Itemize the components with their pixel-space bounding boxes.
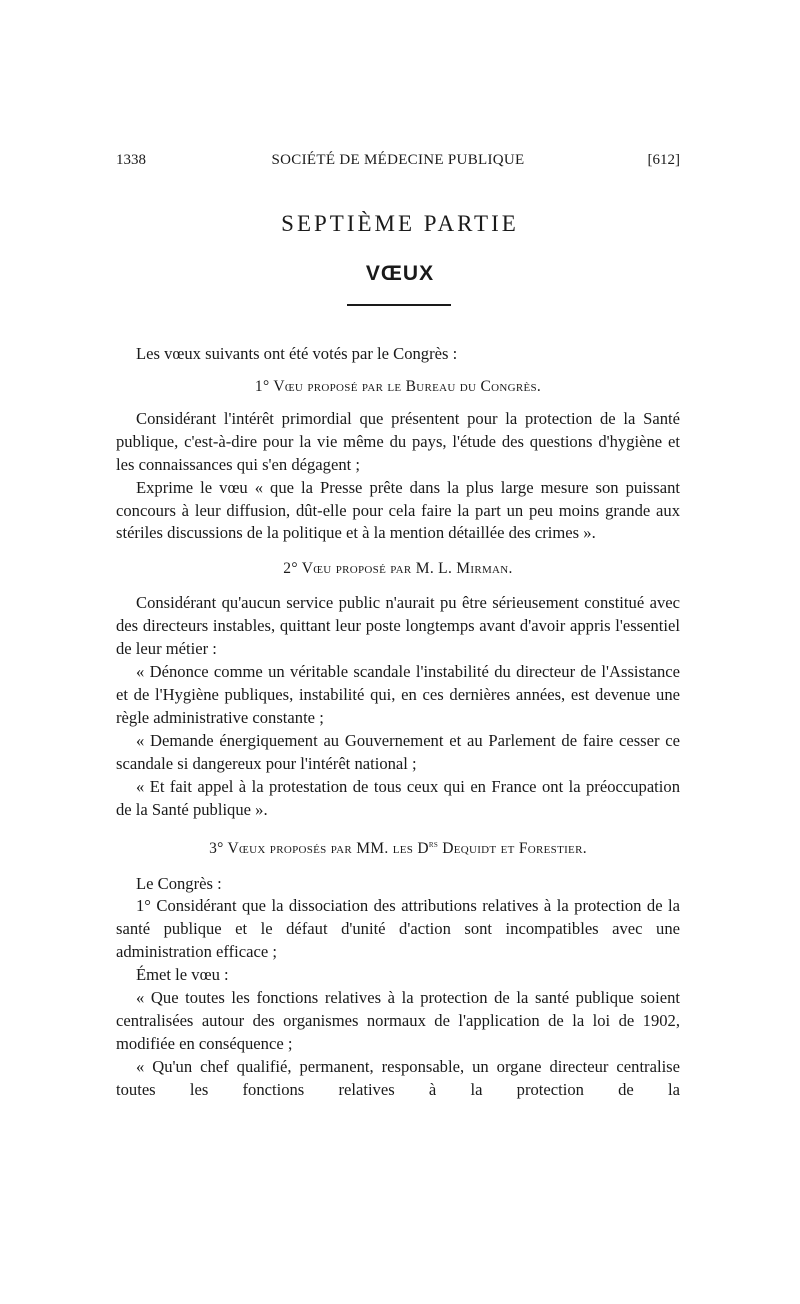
running-header: [116, 150, 680, 170]
voeu-3-paragraph-2: 1° Considérant que la dissociation des attributions relatives à la protection de la santé publique et le défaut d'unité d'action sont incompatibles avec une administration efficace ;: [116, 896, 680, 962]
voeu-2-paragraph-3: « Demande énergiquement au Gouvernement et au Parlement de faire cesser ce scandale si dangereux pour l'intérêt national ;: [116, 730, 680, 773]
voeu-2-heading: 2° Vœu proposé par M. L. Mirman.: [283, 560, 513, 578]
voeu-1-paragraph-2: Exprime le vœu « que la Presse prête dans la plus large mesure son puissant concours à leur diffusion, dût-elle pour cela faire la part un peu moins grande aux stériles discussions de la politique et à la mention détaillée des crimes ».: [116, 477, 680, 543]
voeu-3-heading-pre: 3° Vœux proposés par MM. les D: [209, 840, 429, 858]
title-rule: [347, 304, 451, 306]
body-text: [116, 343, 680, 1102]
voeu-2-paragraph-1: Considérant qu'aucun service public n'aurait pu être sérieusement constitué avec des directeurs instables, quittant leur poste longtemps avant d'avoir appris l'essentiel de leur métier :: [116, 593, 680, 659]
voeu-2-paragraph-2: « Dénonce comme un véritable scandale l'instabilité du directeur de l'Assistance et de l'Hygiène publiques, instabilité qui, en ces dernières années, est devenue une règle administrative constante ;: [116, 662, 680, 727]
voeu-1-paragraph-1: Considérant l'intérêt primordial que présentent pour la protection de la Santé publique, c'est-à-dire pour la vie même du pays, l'étude des questions d'hygiène et les connaissances qui s'en dégagent ;: [116, 408, 680, 474]
voeu-2-paragraph-4: « Et fait appel à la protestation de tous ceux qui en France ont la préoccupation de la Santé publique ».: [116, 776, 680, 819]
voeu-1-heading: 1° Vœu proposé par le Bureau du Congrès.: [254, 377, 542, 395]
section-title: VŒUX: [365, 262, 435, 285]
voeu-3-paragraph-5: « Qu'un chef qualifié, permanent, responsable, un organe directeur centralise toutes les fonctions relatives à la protection de la: [116, 1056, 680, 1099]
voeu-3-heading-post: Dequidt et Forestier.: [438, 840, 587, 858]
voeu-3-heading: [116, 834, 680, 860]
intro-paragraph: Les vœux suivants ont été votés par le Congrès :: [136, 344, 458, 363]
voeu-3-heading-sup: rs: [428, 839, 439, 851]
page-reference: [612]: [647, 152, 680, 168]
running-title: SOCIÉTÉ DE MÉDECINE PUBLIQUE: [271, 152, 525, 168]
page-number: 1338: [116, 152, 146, 168]
voeu-3-paragraph-4: « Que toutes les fonctions relatives à la protection de la santé publique soient centralisées autour des organismes normaux de l'application de la loi de 1902, modifiée en conséquence ;: [116, 988, 680, 1053]
part-title: SEPTIÈME PARTIE: [281, 211, 519, 236]
voeu-3-paragraph-1: Le Congrès :: [136, 873, 222, 893]
voeu-3-paragraph-3: Émet le vœu :: [136, 965, 229, 985]
